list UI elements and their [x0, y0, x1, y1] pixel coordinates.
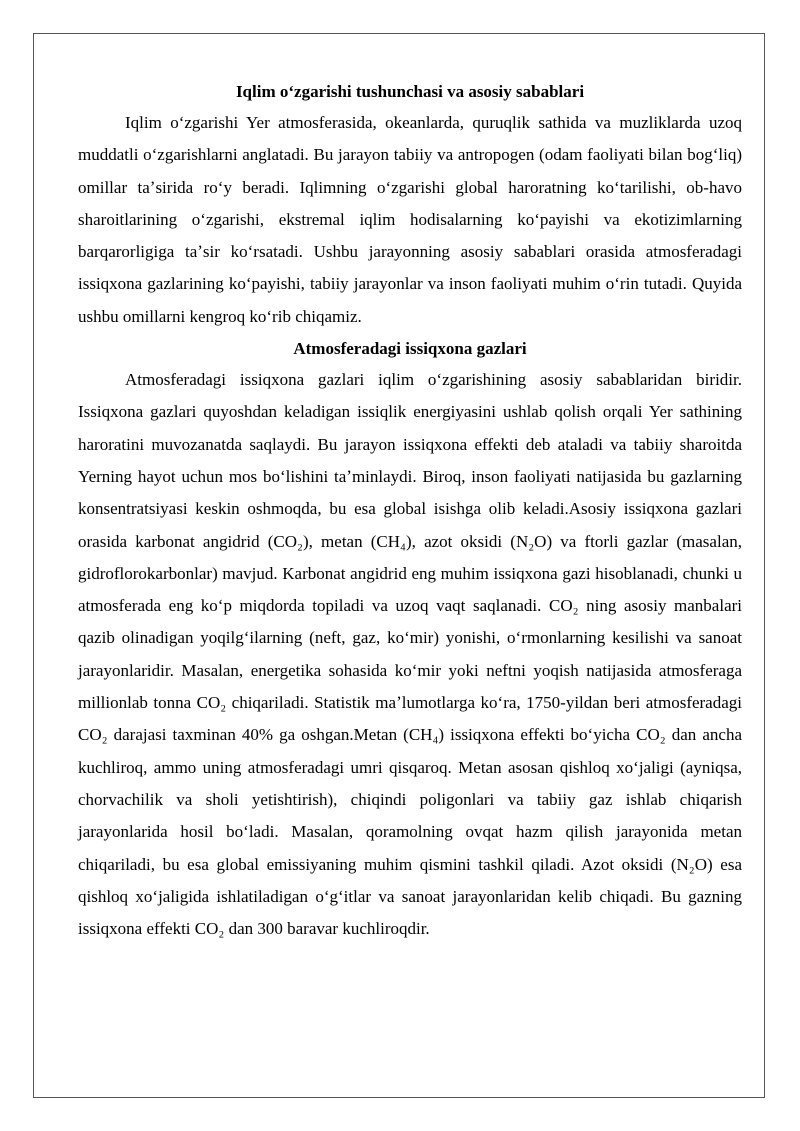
section-title-greenhouse-gases: Atmosferadagi issiqxona gazlari [293, 339, 527, 359]
section-title-climate-change: Iqlim oʻzgarishi tushunchasi va asosiy sabablari [235, 82, 585, 101]
paragraph-climate-change-intro: Iqlim oʻzgarishi Yer atmosferasida, okeanlarda, quruqlik sathida va muzliklarda uzoq muddatli oʻzgarishlarni anglatadi. Bu jarayon tabiiy va antropogen (odam faoliyati bilan bogʻliq) omillar taʼsirida roʻy beradi. Iqlimning oʻzgarishi global haroratning koʻtarilishi, ob-havo sharoitlarining oʻzgarishi, ekstremal iqlim hodisalarning koʻpayishi va ekotizimlarning barqarorligiga taʼsir koʻrsatadi. Ushbu jarayonning asosiy sabablari orasida atmosferadagi issiqxona gazlarining koʻpayishi, tabiiy jarayonlar va inson faoliyati muhim oʻrin tutadi. Quyida ushbu omillarni kengroq koʻrib chiqamiz. [78, 113, 742, 326]
paragraph-greenhouse-gases: Atmosferadagi issiqxona gazlari iqlim oʻzgarishining asosiy sabablaridan biridir. Issiqxona gazlari quyoshdan keladigan issiqlik energiyasini ushlab qolish orqali Yer sathining haroratini muvozanatda saqlaydi. Bu jarayon issiqxona effekti deb ataladi va tabiiy sharoitda Yerning hayot uchun mos boʻlishini taʼminlaydi. Biroq, inson faoliyati natijasida bu gazlarning konsentratsiyasi keskin oshmoqda, bu esa global isishga olib keladi.Asosiy issiqxona gazlari orasida karbonat angidrid (CO₂), metan (CH₄), azot oksidi (N₂O) va ftorli gazlar (masalan, gidroflorokarbonlar) mavjud. Karbonat angidrid eng muhim issiqxona gazi hisoblanadi, chunki u atmosferada eng koʻp miqdorda topiladi va uzoq vaqt saqlanadi. CO₂ ning asosiy manbalari qazib olinadigan yoqilgʻilarning (neft, gaz, koʻmir) yonishi, oʻrmonlarning kesilishi va sanoat jarayonlaridir. Masalan, energetika sohasida koʻmir yoki neftni yoqish natijasida atmosferaga millionlab tonna CO₂ chiqariladi. Statistik maʼlumotlarga koʻra, 1750-yildan beri atmosferadagi CO₂ darajasi taxminan 40% ga oshgan.Metan (CH₄) issiqxona effekti boʻyicha CO₂ dan ancha kuchliroq, ammo uning atmosferadagi umri qisqaroq. Metan asosan qishloq xoʻjaligi (ayniqsa, chorvachilik va sholi yetishtirish), chiqindi poligonlari va tabiiy gaz ishlab chiqarish jarayonlarida hosil boʻladi. Masalan, qoramolning ovqat hazm qilish jarayonida metan chiqariladi, bu esa global emissiyaning muhim qismini tashkil qiladi. Azot oksidi (N₂O) esa qishloq xoʻjaligida ishlatiladigan oʻgʻitlar va sanoat jarayonlaridan kelib chiqadi. Bu gazning issiqxona effekti CO₂ dan 300 baravar kuchliroqdir. [78, 370, 742, 939]
document-body [78, 76, 742, 945]
